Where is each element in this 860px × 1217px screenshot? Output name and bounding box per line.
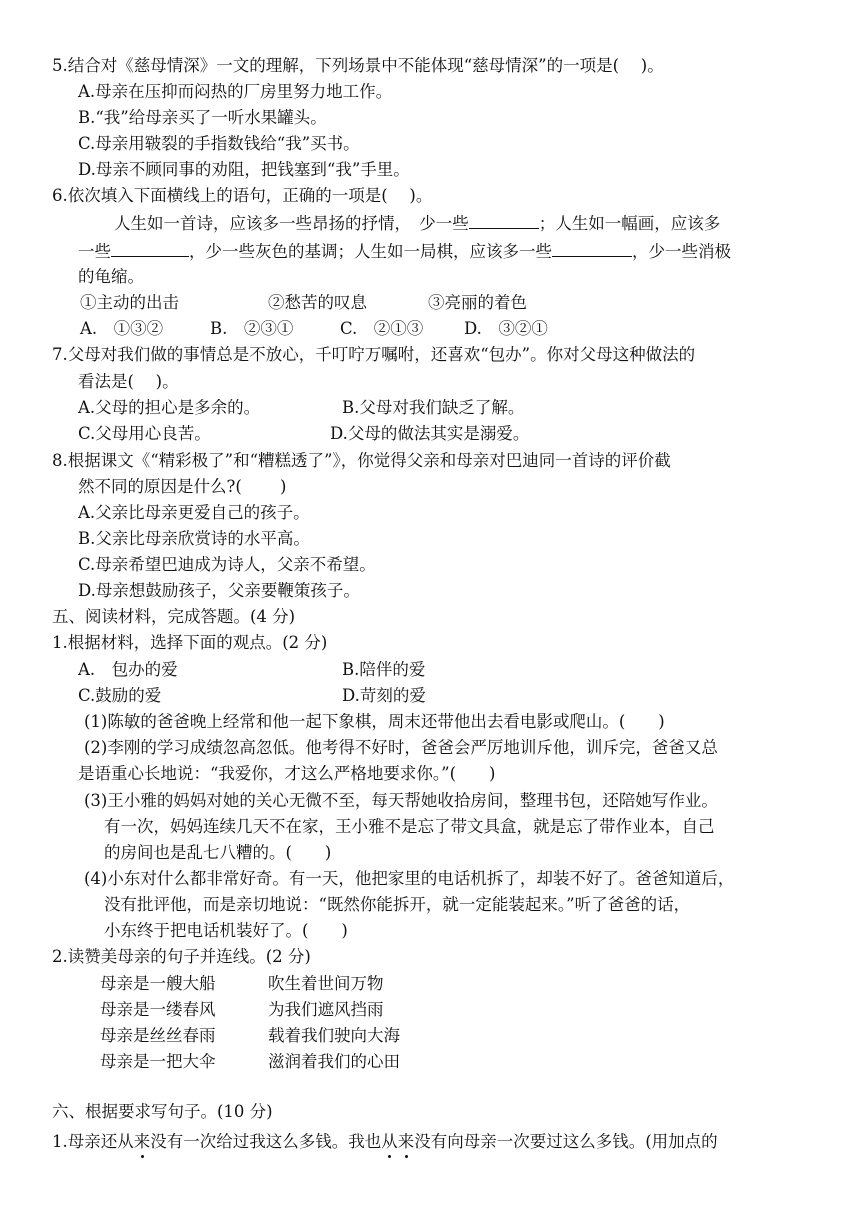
match-left-3[interactable]: 母亲是丝丝春雨 xyxy=(100,1026,216,1045)
q6-blank-2[interactable] xyxy=(111,240,189,257)
q6-phrase-3: ③亮丽的着色 xyxy=(428,293,527,312)
q7-stem-line1: 7.父母对我们做的事情总是不放心，千叮咛万嘱咐，还喜欢“包办”。你对父母这种做法的 xyxy=(52,345,696,364)
q8-stem-line1: 8.根据课文《“精彩极了”和“糟糕透了”》，你觉得父亲和母亲对巴迪同一首诗的评价截 xyxy=(52,451,671,470)
s5-material-3-line2: 有一次，妈妈连续几天不在家，王小雅不是忘了带文具盒，就是忘了带作业本，自己 xyxy=(104,817,715,836)
q8-stem-line2: 然不同的原因是什么?( ) xyxy=(78,477,287,496)
q5-option-a: A.母亲在压抑而闷热的厂房里努力地工作。 xyxy=(78,82,393,101)
q6-passage-text: ；人生如一幅画，应该多 xyxy=(538,214,721,233)
q7-stem-line2: 看法是( )。 xyxy=(78,372,179,391)
q6-passage-line2 xyxy=(78,240,731,263)
q7-option-c: C.父母用心良苦。 xyxy=(78,424,211,443)
q6-passage-text: 人生如一首诗，应该多一些昂扬的抒情， 少一些 xyxy=(114,214,469,233)
match-right-1[interactable]: 吹生着世间万物 xyxy=(268,974,384,993)
q8-option-c: C.母亲希望巴迪成为诗人，父亲不希望。 xyxy=(78,555,376,574)
s6-q1-text: 没有一次给过我这么多钱。我也 xyxy=(150,1132,382,1151)
q6-blank-3[interactable] xyxy=(552,240,632,257)
q8-option-d: D.母亲想鼓励孩子，父亲要鞭策孩子。 xyxy=(78,581,360,600)
q5-option-b: B.“我”给母亲买了一听水果罐头。 xyxy=(78,108,327,127)
q6-choice-a: A. ①③② xyxy=(80,319,164,338)
q7-option-d: D.父母的做法其实是溺爱。 xyxy=(330,424,530,443)
q6-passage-text: ，少一些消极 xyxy=(632,242,731,261)
s5-material-1: (1)陈敏的爸爸晚上经常和他一起下象棋，周末还带他出去看电影或爬山。( ) xyxy=(84,712,665,731)
match-left-2[interactable]: 母亲是一缕春风 xyxy=(100,1000,216,1019)
match-right-4[interactable]: 滋润着我们的心田 xyxy=(268,1052,400,1071)
q7-option-a: A.父母的担心是多余的。 xyxy=(78,398,261,417)
q6-passage-line3: 的龟缩。 xyxy=(78,267,144,286)
q6-choice-d: D. ③②① xyxy=(464,319,548,338)
q8-option-b: B.父亲比母亲欣赏诗的水平高。 xyxy=(78,529,310,548)
s6-q1-text: 1.母亲还从 xyxy=(52,1132,134,1151)
match-left-1[interactable]: 母亲是一艘大船 xyxy=(100,974,216,993)
dotted-char: 来 xyxy=(397,1132,415,1151)
q6-passage-line1 xyxy=(114,212,720,235)
q6-passage-text: 一些 xyxy=(78,242,111,261)
q7-option-b: B.父母对我们缺乏了解。 xyxy=(342,398,525,417)
s5-material-4-line3: 小东终于把电话机装好了。( ) xyxy=(104,921,348,940)
q8-option-a: A.父亲比母亲更爱自己的孩子。 xyxy=(78,503,310,522)
s6-question1 xyxy=(52,1131,718,1153)
s5-question2: 2.读赞美母亲的句子并连线。(2 分) xyxy=(52,947,311,966)
match-right-2[interactable]: 为我们遮风挡雨 xyxy=(268,1000,384,1019)
s5-view-c: C.鼓励的爱 xyxy=(78,686,162,705)
q6-stem: 6.依次填入下面横线上的语句，正确的一项是( )。 xyxy=(52,186,433,205)
match-left-4[interactable]: 母亲是一把大伞 xyxy=(100,1052,216,1071)
s5-view-d: D.苛刻的爱 xyxy=(342,686,426,705)
s5-material-3-line3: 的房间也是乱七八糟的。( ) xyxy=(104,843,332,862)
dotted-char: 从 xyxy=(381,1132,398,1151)
dotted-char: 来 xyxy=(133,1132,151,1151)
s5-material-2-line2: 是语重心长地说：“我爱你，才这么严格地要求你。”( ) xyxy=(78,764,496,783)
q6-choice-c: C. ②①③ xyxy=(340,319,424,338)
q6-phrase-2: ②愁苦的叹息 xyxy=(268,293,367,312)
s5-material-4-line2: 没有批评他，而是亲切地说：“既然你能拆开，就一定能装起来。”听了爸爸的话， xyxy=(104,895,691,914)
s5-material-3-line1: (3)王小雅的妈妈对她的关心无微不至，每天帮她收拾房间，整理书包，还陪她写作业。 xyxy=(84,791,718,810)
s5-view-b: B.陪伴的爱 xyxy=(342,660,426,679)
s5-question1: 1.根据材料，选择下面的观点。(2 分) xyxy=(52,633,328,652)
q6-choice-b: B. ②③① xyxy=(210,319,294,338)
s5-material-2-line1: (2)李刚的学习成绩忽高忽低。他考得不好时，爸爸会严厉地训斥他，训斥完，爸爸又总 xyxy=(84,738,718,757)
s5-view-a: A. 包办的爱 xyxy=(78,660,178,679)
q5-stem: 5.结合对《慈母情深》一文的理解，下列场景中不能体现“慈母情深”的一项是( )。 xyxy=(52,56,664,75)
s5-material-4-line1: (4)小东对什么都非常好奇。有一天，他把家里的电话机拆了，却装不好了。爸爸知道后， xyxy=(84,869,735,888)
q6-passage-text: ，少一些灰色的基调；人生如一局棋，应该多一些 xyxy=(189,242,552,261)
q5-option-c: C.母亲用皲裂的手指数钱给“我”买书。 xyxy=(78,134,360,153)
section6-heading: 六、根据要求写句子。(10 分) xyxy=(52,1102,273,1121)
s6-q1-text: 没有向母亲一次要过这么多钱。(用加点的 xyxy=(414,1132,718,1151)
match-right-3[interactable]: 载着我们驶向大海 xyxy=(268,1026,400,1045)
q6-phrase-1: ①主动的出击 xyxy=(80,293,179,312)
section5-heading: 五、阅读材料，完成答题。(4 分) xyxy=(52,607,296,626)
q5-option-d: D.母亲不顾同事的劝阻，把钱塞到“我”手里。 xyxy=(78,160,410,179)
q6-blank-1[interactable] xyxy=(469,212,539,229)
